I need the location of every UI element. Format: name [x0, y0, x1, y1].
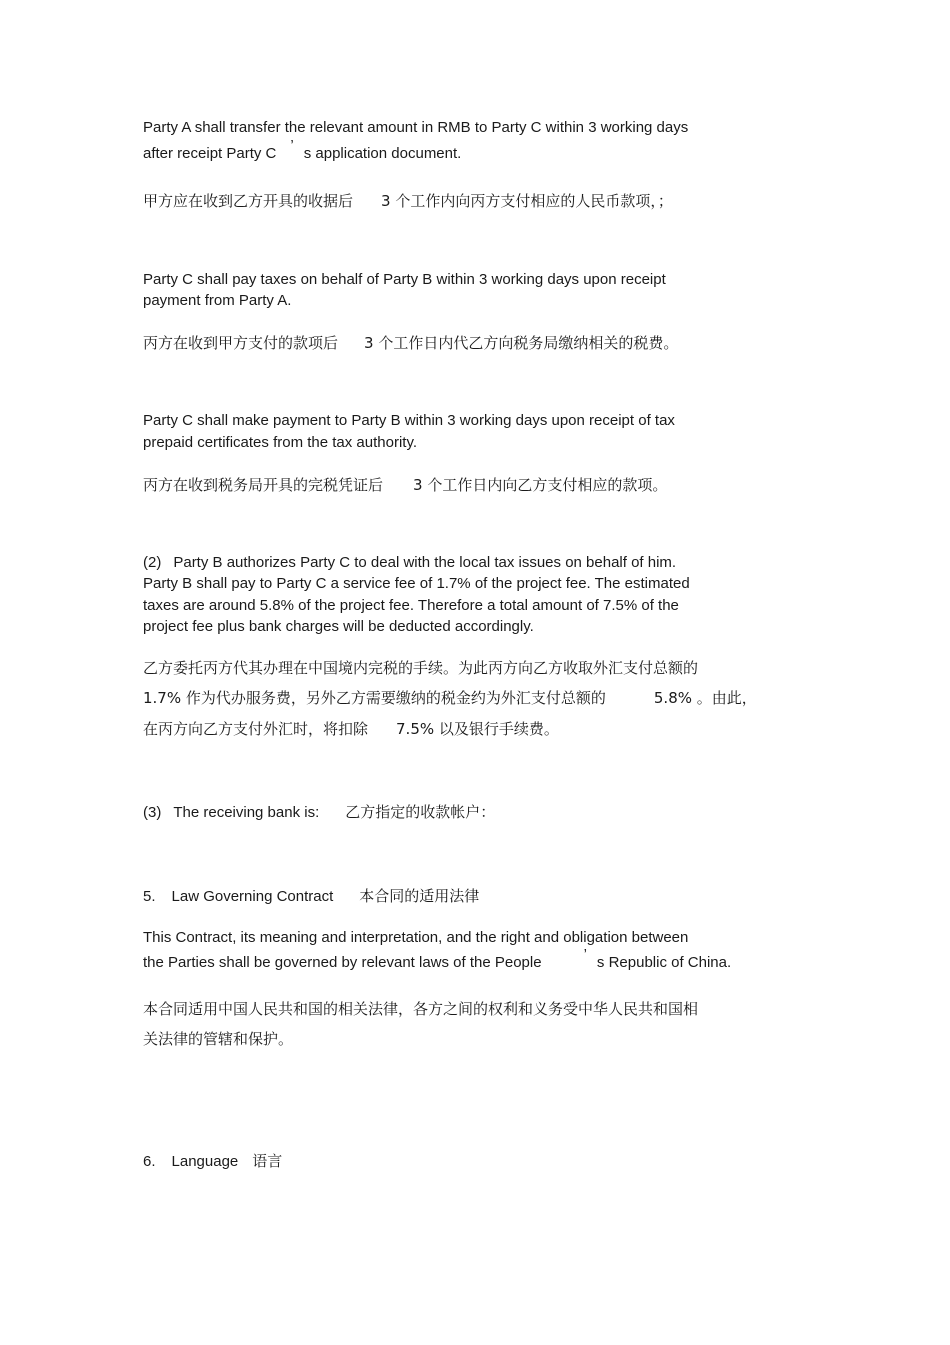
section-5-zh-line2: 关法律的管辖和保护。: [143, 1030, 294, 1048]
p2-en-line2: payment from Party A.: [143, 292, 292, 309]
p3-zh-b: 3 个工作日内向乙方支付相应的款项。: [413, 476, 668, 494]
p4-en-line3: taxes are around 5.8% of the project fee. Therefore a total amount of 7.5% of the: [143, 597, 679, 614]
p5-num: (3): [143, 804, 162, 821]
p3-zh-line: [143, 474, 667, 496]
p1-en-apostrophe: ’: [290, 137, 294, 154]
p5-line: [143, 801, 495, 824]
p4-en-line2: Party B shall pay to Party C a service fee of 1.7% of the project fee. The estimated: [143, 575, 690, 592]
p5-en: The receiving bank is:: [173, 804, 320, 821]
p1-zh-a: 甲方应在收到乙方开具的收据后: [143, 192, 354, 210]
p1-en-line2-b: s application document.: [303, 145, 462, 162]
section-5-apostrophe: ’: [583, 946, 587, 963]
section-5-heading: [143, 885, 479, 908]
p4-zh-line3: [143, 718, 559, 740]
p4-en-line1: [143, 552, 676, 574]
section-5-zh-line1: 本合同适用中国人民共和国的相关法律，各方之间的权利和义务受中华人民共和国相: [143, 1000, 699, 1018]
p1-zh-line: [143, 190, 673, 212]
p1-en-line2: [143, 137, 462, 165]
p3-zh-a: 丙方在收到税务局开具的完税凭证后: [143, 476, 384, 494]
p2-zh-b: 3 个工作日内代乙方向税务局缴纳相关的税费。: [364, 334, 679, 352]
section-6-num: 6.: [143, 1153, 156, 1170]
p4-zh-line3-b: 7.5% 以及银行手续费。: [396, 720, 559, 738]
p4-zh-line2: [143, 687, 757, 709]
p4-zh-line2-a: 1.7% 作为代办服务费，另外乙方需要缴纳的税金约为外汇支付总额的: [143, 689, 606, 707]
section-5-en-line2-a: the Parties shall be governed by relevant laws of the People: [143, 954, 542, 971]
p4-en-line1-text: Party B authorizes Party C to deal with the local tax issues on behalf of him.: [173, 554, 677, 571]
section-5-num: 5.: [143, 888, 156, 905]
section-6-heading: [143, 1150, 282, 1173]
p1-en-line1: Party A shall transfer the relevant amount in RMB to Party C within 3 working days: [143, 119, 689, 136]
section-5-en-line1: This Contract, its meaning and interpretation, and the right and obligation between: [143, 929, 689, 946]
p4-en-line4: project fee plus bank charges will be deducted accordingly.: [143, 618, 534, 635]
p2-zh-a: 丙方在收到甲方支付的款项后: [143, 334, 339, 352]
p1-en-line2-a: after receipt Party C: [143, 145, 277, 162]
section-6-title-zh: 语言: [252, 1152, 283, 1170]
p4-zh-line3-a: 在丙方向乙方支付外汇时，将扣除: [143, 720, 369, 738]
p2-zh-line: [143, 332, 678, 354]
p4-zh-line2-b: 5.8% 。由此，: [653, 689, 757, 707]
section-5-title-en: Law Governing Contract: [171, 888, 334, 905]
p1-zh-b: 3 个工作内向丙方支付相应的人民币款项，；: [381, 192, 673, 210]
p2-en-line1: Party C shall pay taxes on behalf of Party B within 3 working days upon receipt: [143, 271, 666, 288]
section-5-en-line2-b: s Republic of China.: [596, 954, 732, 971]
p4-zh-line1: 乙方委托丙方代其办理在中国境内完税的手续。为此丙方向乙方收取外汇支付总额的: [143, 659, 699, 677]
section-5-title-zh: 本合同的适用法律: [359, 887, 480, 905]
p3-en-line1: Party C shall make payment to Party B within 3 working days upon receipt of tax: [143, 412, 675, 429]
section-5-en-line2: [143, 946, 732, 974]
p4-num: (2): [143, 554, 162, 571]
p5-zh: 乙方指定的收款帐户：: [345, 803, 496, 821]
section-6-title-en: Language: [171, 1153, 239, 1170]
p3-en-line2: prepaid certificates from the tax authority.: [143, 434, 418, 451]
